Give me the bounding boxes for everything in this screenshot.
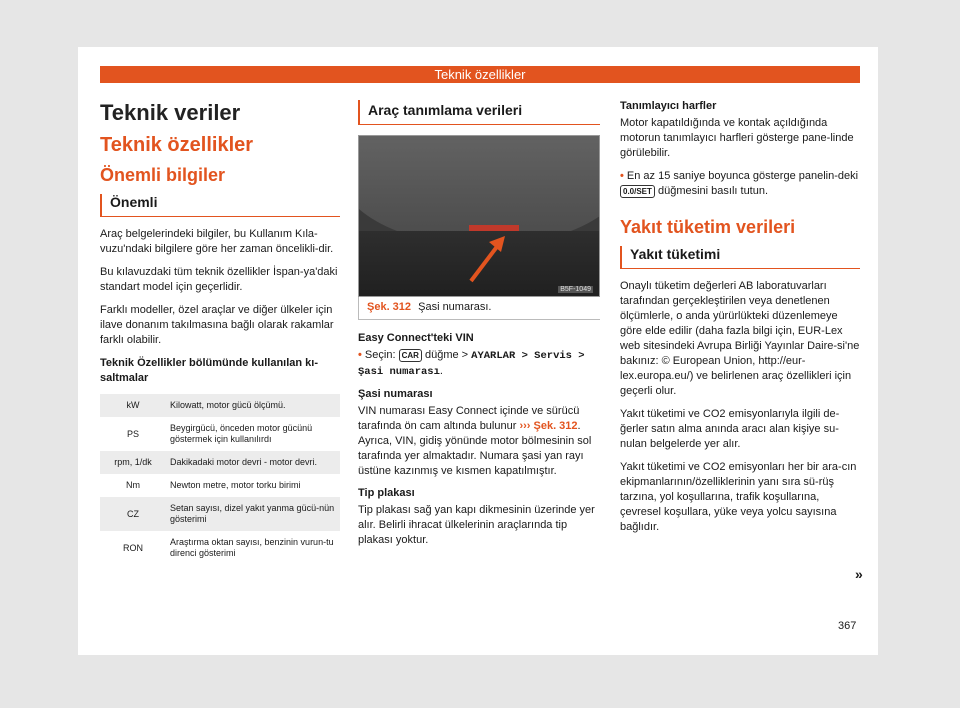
- table-row: [100, 394, 340, 417]
- table-cell-value: Beygirgücü, önceden motor gücünü göstermek için kullanılırdı: [170, 423, 313, 444]
- table-cell-key: Nm: [126, 480, 140, 490]
- paragraph: Bu kılavuzdaki tüm teknik özellikler İspan-ya'daki standart model için geçerlidir.: [100, 266, 338, 293]
- table-cell-value: Dakikadaki motor devri - motor devri.: [166, 451, 340, 474]
- table-cell-key: RON: [123, 542, 143, 553]
- section-onemli: Önemli: [100, 194, 340, 217]
- figure-caption: [358, 297, 600, 320]
- vin-figure: [358, 135, 600, 297]
- arrow-icon: [359, 136, 599, 296]
- table-row: [100, 417, 340, 451]
- abbreviations-table: [100, 394, 340, 565]
- subheading: Şasi numarası: [358, 388, 433, 400]
- table-cell-value: Setan sayısı, dizel yakıt yanma gücü-nün gösterimi: [166, 497, 340, 531]
- figure-ref: Şek. 312: [367, 301, 412, 313]
- paragraph: [358, 404, 600, 479]
- table-row: [100, 497, 340, 531]
- subheading: Tip plakası: [358, 487, 415, 499]
- chassis-text-2: . Ayrıca, VIN, gidiş yönünde motor bölmesinin sol tarafında yer almaktadır. Numara şasi yan rayı üstüne kazınmış ve kısmen kapatılmıştır.: [358, 420, 592, 477]
- column-left: [100, 100, 340, 565]
- table-cell-value: Kilowatt, motor gücü ölçümü.: [166, 394, 340, 417]
- page-number: 367: [838, 620, 857, 632]
- table-cell-key: CZ: [100, 497, 166, 531]
- paragraph: Tip plakası sağ yan kapı dikmesinin üzerinde yer alır. Belirli ihracat ülkelerinin araçlarında tip plakası yoktur.: [358, 504, 595, 546]
- subheading: Easy Connect'teki VIN: [358, 332, 474, 344]
- menu-path-text: AYARLAR > Servis > Şasi numarası: [358, 350, 585, 378]
- page-header: Teknik özellikler: [100, 66, 860, 83]
- paragraph: Yakıt tüketimi ve CO2 emisyonlarıyla ilgili de-ğerler satın alma anında aracı alan kişiye su-nulan belgelerde yer alır.: [620, 408, 840, 450]
- paragraph: Onaylı tüketim değerleri AB laboratuvarları tarafından gerçekleştirilen veya denetlenen ölçümlerle, o anda yürürlükteki düzenlemeye göre elde edilir (daha fazla bilgi için, EUR-Lex web sitesindeki Avrupa Birliği Yayınlar Daire-si'ne bakınız: © European Union, http://eur-lex.europa.eu/) ve belirlenen araç özellikleri için geçerli olur.: [620, 280, 860, 397]
- bullet-text: En az 15 saniye boyunca gösterge panelin-deki: [626, 170, 859, 182]
- table-cell-key: kW: [100, 394, 166, 417]
- bullet-text: düğmesini basılı tutun.: [657, 185, 769, 197]
- set-key-icon: 0.0/SET: [620, 185, 655, 198]
- table-row: [100, 474, 340, 497]
- menu-path: • Seçin: CAR düğme > AYARLAR > Servis > Şasi numarası.: [358, 348, 600, 380]
- car-key-icon: CAR: [399, 349, 422, 362]
- title-yakit-tuketim: Yakıt tüketim verileri: [620, 217, 796, 237]
- paragraph: Araç belgelerindeki bilgiler, bu Kullanım Kıla-vuzu'ndaki bilgilere göre her zaman öncelikli-dir.: [100, 228, 334, 255]
- column-right: [620, 100, 860, 543]
- bullet-item: [620, 169, 860, 199]
- paragraph: Motor kapatıldığında ve kontak açıldığında motorun tanımlayıcı harfleri gösterge pane-linde görülebilir.: [620, 117, 854, 159]
- paragraph: Farklı modeller, özel araçlar ve diğer ülkeler için ilave donanım takılmasına bağlı olarak rakamlar farklı olabilir.: [100, 304, 334, 346]
- figure-caption-text: Şasi numarası.: [418, 301, 492, 313]
- subheading: Tanımlayıcı harfler: [620, 100, 717, 112]
- chassis-text-1: VIN numarası Easy Connect içinde ve sürücü tarafında ön cam altında bulunur: [358, 405, 580, 432]
- figure-code: B5F-1049: [560, 286, 591, 293]
- section-yakit-tuketimi: Yakıt tüketimi: [620, 246, 860, 269]
- table-row: [100, 451, 340, 474]
- table-title: Teknik Özellikler bölümünde kullanılan kı-saltmalar: [100, 357, 319, 384]
- figure-link[interactable]: ››› Şek. 312: [519, 420, 578, 432]
- title-onemli-bilgiler: Önemli bilgiler: [100, 165, 226, 185]
- title-teknik-ozellikler: Teknik özellikler: [100, 134, 254, 156]
- table-cell-key: PS: [126, 428, 139, 439]
- title-teknik-veriler: Teknik veriler: [100, 100, 241, 125]
- table-cell-key: rpm, 1/dk: [100, 451, 166, 474]
- continue-marker: »: [855, 566, 863, 582]
- table-cell-value: Araştırma oktan sayısı, benzinin vurun-tu direnci gösterimi: [170, 537, 334, 558]
- table-cell-value: Newton metre, motor torku birimi: [170, 480, 301, 490]
- paragraph: Yakıt tüketimi ve CO2 emisyonları her bir ara-cın ekipmanlarının/özelliklerinin yanı sıra sü-rüş tarzına, yol koşullarına, trafik koşullarına, çevresel koşullara, yüke veya yolcu sayısına bağlıdır.: [620, 461, 857, 533]
- column-middle: [358, 100, 600, 556]
- table-row: [100, 531, 340, 565]
- select-label: Seçin:: [364, 349, 396, 361]
- button-label: düğme >: [424, 349, 469, 361]
- section-arac-tanimlama: Araç tanımlama verileri: [358, 100, 600, 125]
